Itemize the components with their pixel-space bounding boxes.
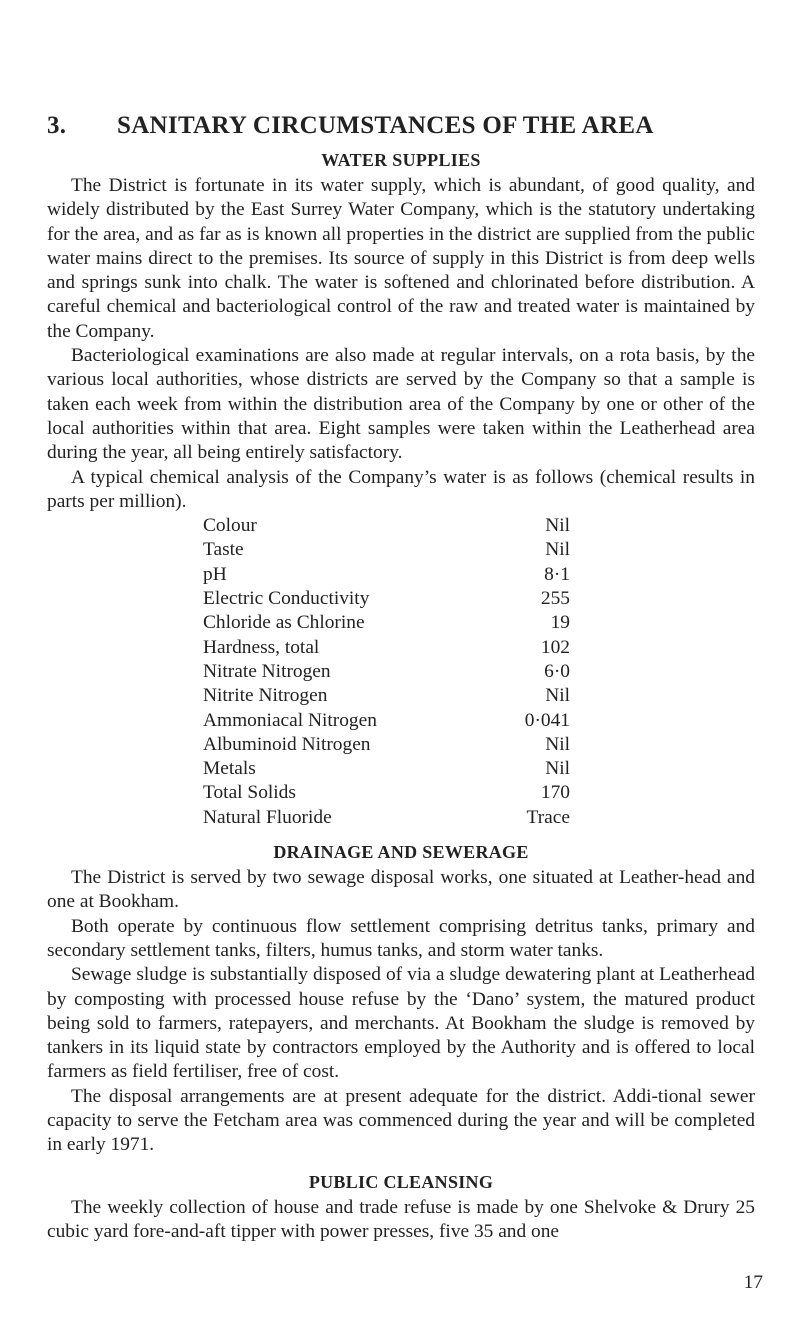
analysis-row bbox=[203, 660, 570, 684]
analysis-item: Taste bbox=[203, 539, 244, 561]
water-paragraph-2: Bacteriological examinations are also made at regular intervals, on a rota basis, by the various local authorities, whose districts are served by the Company so that a sample is taken each week from within the distribution area of the Company by one or other of the local authorities within that area. Eight samples were taken within the Leatherhead area during the year, all being entirely satisfactory. bbox=[47, 345, 755, 464]
section-title-text: SANITARY CIRCUMSTANCES OF THE AREA bbox=[117, 112, 654, 139]
section-number: 3. bbox=[47, 112, 67, 139]
chemical-analysis-table bbox=[203, 514, 570, 830]
analysis-item: Electric Conductivity bbox=[203, 588, 370, 610]
analysis-row bbox=[203, 538, 570, 562]
drainage-paragraph-2: Both operate by continuous flow settlement comprising detritus tanks, primary and secondary settlement tanks, filters, humus tanks, and storm water tanks. bbox=[47, 915, 755, 961]
cleansing-paragraph-1: The weekly collection of house and trade refuse is made by one Shelvoke & Drury 25 cubic yard fore-and-aft tipper with power presses, five 35 and one bbox=[47, 1196, 755, 1242]
analysis-item: Hardness, total bbox=[203, 636, 320, 658]
analysis-item: Total Solids bbox=[203, 782, 296, 804]
analysis-row bbox=[203, 806, 570, 830]
analysis-item: Ammoniacal Nitrogen bbox=[203, 709, 377, 731]
analysis-value: 170 bbox=[540, 782, 570, 804]
analysis-value: Trace bbox=[526, 806, 570, 828]
analysis-value: 102 bbox=[540, 636, 570, 658]
analysis-item: Metals bbox=[203, 758, 256, 780]
water-paragraph-1: The District is fortunate in its water supply, which is abundant, of good quality, and widely distributed by the East Surrey Water Company, which is the statutory undertaking for the area, and as far as is known all properties in the district are supplied from the public water mains direct to the premises. Its source of supply in this District is from deep wells and springs sunk into chalk. The water is softened and chlorinated before distribution. A careful chemical and bacteriological control of the raw and treated water is maintained by the Company. bbox=[47, 175, 755, 342]
analysis-row bbox=[203, 781, 570, 805]
analysis-value: 0·041 bbox=[524, 709, 570, 731]
analysis-value: Nil bbox=[545, 539, 570, 561]
analysis-value: Nil bbox=[545, 733, 570, 755]
analysis-value: 19 bbox=[550, 612, 570, 634]
section-title bbox=[47, 112, 755, 140]
analysis-row bbox=[203, 684, 570, 708]
analysis-row bbox=[203, 563, 570, 587]
analysis-item: Colour bbox=[203, 515, 257, 537]
cleansing-heading: PUBLIC CLEANSING bbox=[308, 1171, 494, 1192]
drainage-paragraph-4: The disposal arrangements are at present adequate for the district. Addi-tional sewer capacity to serve the Fetcham area was commenced during the year and will be completed in early 1971. bbox=[47, 1085, 755, 1156]
page-body bbox=[47, 112, 755, 1244]
analysis-value: Nil bbox=[545, 685, 570, 707]
analysis-row bbox=[203, 757, 570, 781]
analysis-row bbox=[203, 587, 570, 611]
analysis-item: Natural Fluoride bbox=[203, 806, 332, 828]
analysis-item: Nitrite Nitrogen bbox=[203, 685, 328, 707]
analysis-item: pH bbox=[203, 563, 227, 585]
drainage-heading: DRAINAGE AND SEWERAGE bbox=[273, 842, 529, 863]
water-supplies-heading: WATER SUPPLIES bbox=[321, 150, 481, 170]
drainage-paragraph-3: Sewage sludge is substantially disposed of via a sludge dewatering plant at Leatherhead by composting with processed house refuse by the ‘Dano’ system, the matured product being sold to farmers, ratepayers, and merchants. At Bookham the sludge is removed by tankers in its liquid state by contractors employed by the Authority and is offered to local farmers as field fertiliser, free of cost. bbox=[47, 964, 755, 1083]
drainage-paragraph-1: The District is served by two sewage disposal works, one situated at Leather-head and one at Bookham. bbox=[47, 867, 755, 913]
analysis-item: Chloride as Chlorine bbox=[203, 612, 365, 634]
analysis-item: Albuminoid Nitrogen bbox=[203, 733, 371, 755]
analysis-row bbox=[203, 611, 570, 635]
page-number: 17 bbox=[743, 1272, 763, 1293]
analysis-value: 255 bbox=[540, 588, 570, 610]
analysis-item: Nitrate Nitrogen bbox=[203, 660, 331, 682]
analysis-value: Nil bbox=[545, 758, 570, 780]
analysis-row bbox=[203, 514, 570, 538]
water-paragraph-3: A typical chemical analysis of the Company’s water is as follows (chemical results in parts per million). bbox=[47, 466, 755, 512]
analysis-value: 6·0 bbox=[544, 660, 570, 682]
analysis-row bbox=[203, 733, 570, 757]
analysis-row bbox=[203, 636, 570, 660]
analysis-row bbox=[203, 709, 570, 733]
analysis-value: Nil bbox=[545, 515, 570, 537]
analysis-value: 8·1 bbox=[544, 563, 570, 585]
